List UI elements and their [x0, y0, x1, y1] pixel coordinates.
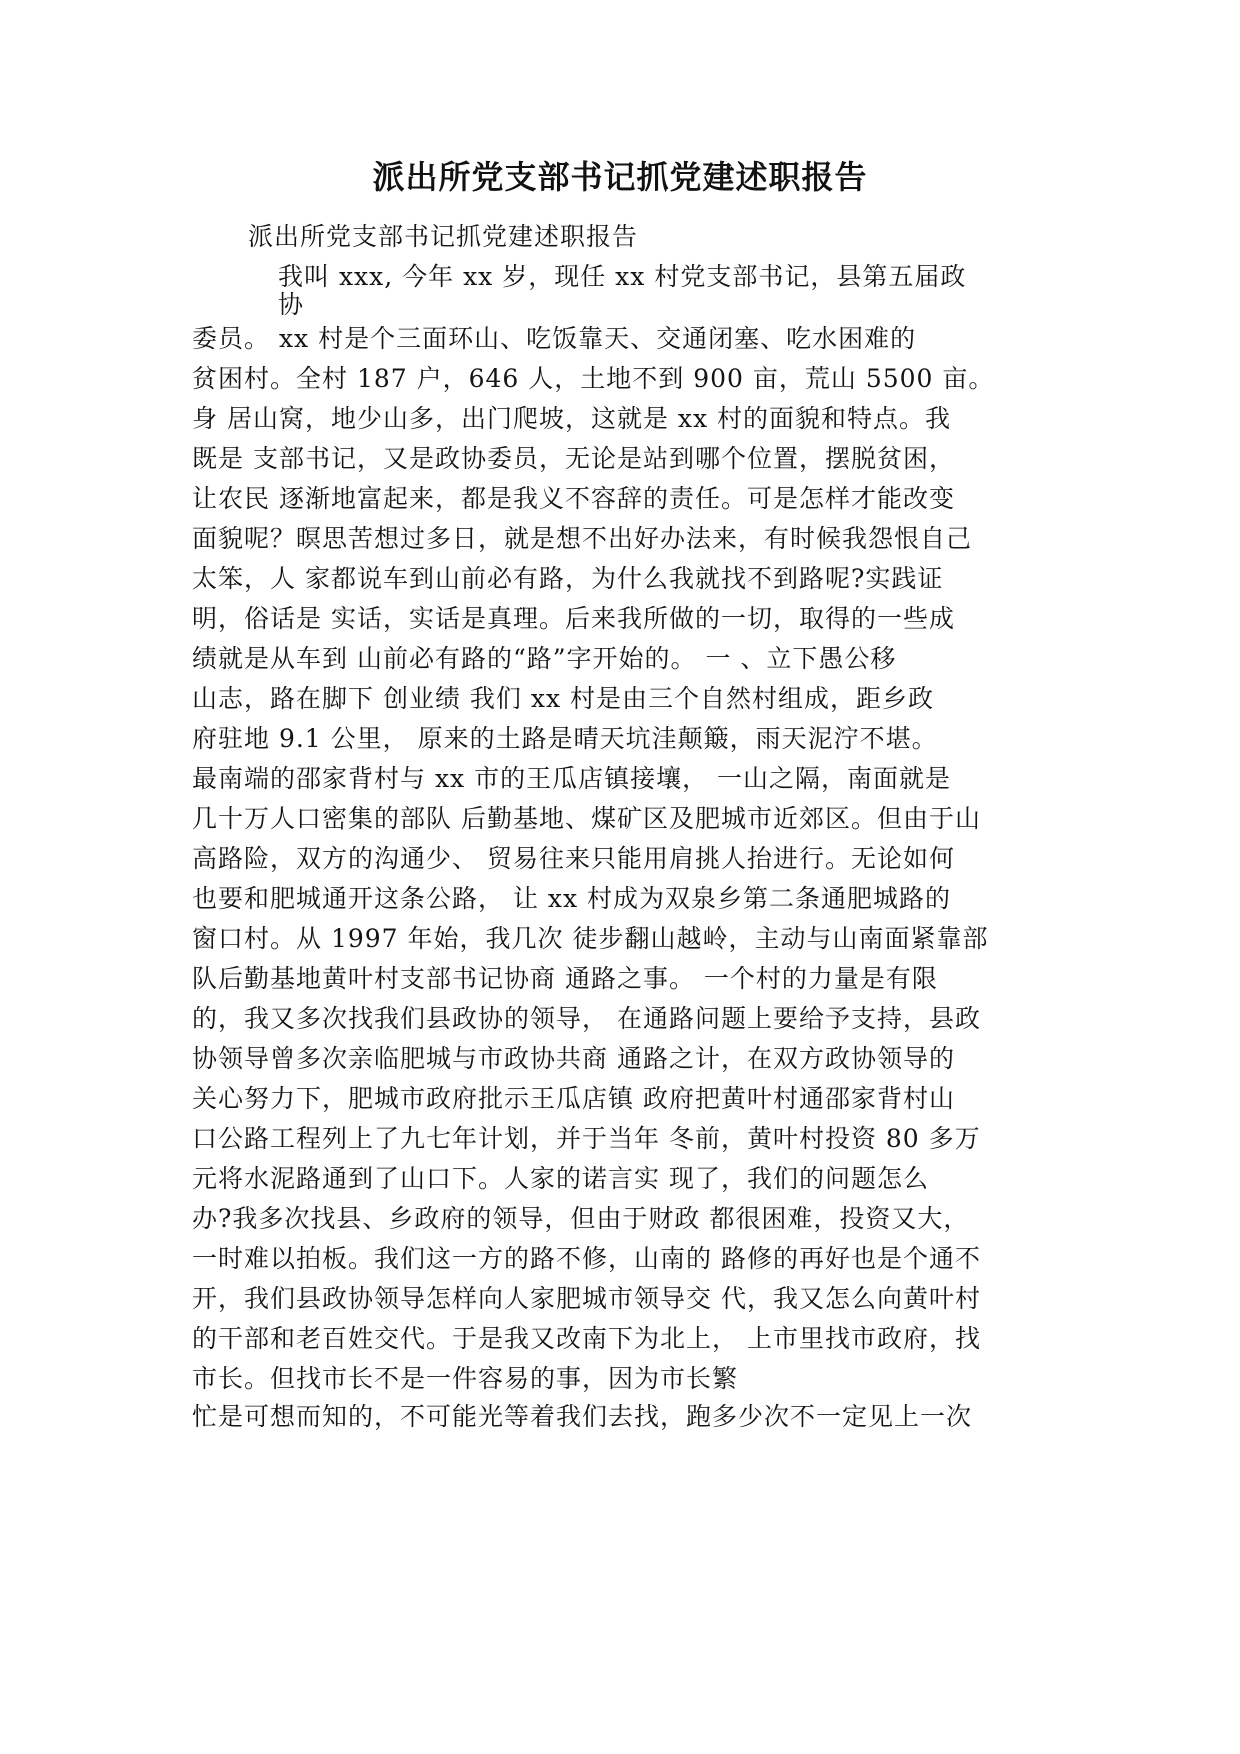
body-line: 派出所党支部书记抓党建述职报告: [248, 222, 639, 251]
body-line: 让农民 逐渐地富起来，都是我义不容辞的责任。可是怎样才能改变: [192, 484, 955, 513]
body-line: 山志，路在脚下 创业绩 我们 xx 村是由三个自然村组成，距乡政: [192, 684, 934, 713]
body-line: 太笨，人 家都说车到山前必有路，为什么我就找不到路呢?实践证: [192, 564, 944, 593]
body-line: 身 居山窝，地少山多，出门爬坡，这就是 xx 村的面貌和特点。我: [192, 404, 952, 433]
body-line: 开，我们县政协领导怎样向人家肥城市领导交 代，我又怎么向黄叶村: [192, 1284, 981, 1313]
body-line: 既是 支部书记，又是政协委员，无论是站到哪个位置，摆脱贫困，: [192, 444, 955, 473]
body-line: 队后勤基地黄叶村支部书记协商 通路之事。 一个村的力量是有限: [192, 964, 938, 993]
body-line: 绩就是从车到 山前必有路的“路”字开始的。 一 、立下愚公移: [192, 644, 897, 673]
body-line: 明，俗话是 实话，实话是真理。后来我所做的一切，取得的一些成: [192, 604, 955, 633]
body-line: 几十万人口密集的部队 后勤基地、煤矿区及肥城市近郊区。但由于山: [192, 804, 981, 833]
body-line: 的，我又多次找我们县政协的领导， 在通路问题上要给予支持，县政: [192, 1004, 981, 1033]
body-line: 我叫 xxx, 今年 xx 岁，现任 xx 村党支部书记，县第五届政: [278, 262, 967, 291]
body-line: 一时难以拍板。我们这一方的路不修，山南的 路修的再好也是个通不: [192, 1244, 981, 1273]
body-line: 面貌呢？暝思苦想过多日，就是想不出好办法来，有时候我怨恨自己: [192, 524, 973, 553]
body-line: 府驻地 9.1 公里， 原来的土路是晴天坑洼颠簸，雨天泥泞不堪。: [192, 724, 938, 753]
body-line: 高路险，双方的沟通少、 贸易往来只能用肩挑人抬进行。无论如何: [192, 844, 955, 873]
body-line: 元将水泥路通到了山口下。人家的诺言实 现了，我们的问题怎么: [192, 1164, 929, 1193]
body-line: 关心努力下，肥城市政府批示王瓜店镇 政府把黄叶村通邵家背村山: [192, 1084, 955, 1113]
body-line: 委员。 xx 村是个三面环山、吃饭靠天、交通闭塞、吃水困难的: [192, 324, 917, 353]
body-line: 口公路工程列上了九七年计划，并于当年 冬前，黄叶村投资 80 多万: [192, 1124, 981, 1153]
body-line: 办?我多次找县、乡政府的领导，但由于财政 都很困难，投资又大，: [192, 1204, 970, 1233]
body-line: 的干部和老百姓交代。于是我又改南下为北上， 上市里找市政府，找: [192, 1324, 981, 1353]
body-line: 市长。但找市长不是一件容易的事，因为市长繁: [192, 1364, 739, 1393]
body-line: 协领导曾多次亲临肥城与市政协共商 通路之计，在双方政协领导的: [192, 1044, 955, 1073]
document-title: 派出所党支部书记抓党建述职报告: [372, 158, 868, 196]
body-line: 忙是可想而知的，不可能光等着我们去找，跑多少次不一定见上一次: [192, 1402, 973, 1431]
body-line: 贫困村。全村 187 户，646 人，土地不到 900 亩，荒山 5500 亩。: [192, 364, 995, 393]
body-line: 窗口村。从 1997 年始，我几次 徒步翻山越岭，主动与山南面紧靠部: [192, 924, 989, 953]
body-line: 也要和肥城通开这条公路， 让 xx 村成为双泉乡第二条通肥城路的: [192, 884, 952, 913]
body-line: 最南端的邵家背村与 xx 市的王瓜店镇接壤， 一山之隔，南面就是: [192, 764, 952, 793]
body-line: 协: [278, 290, 305, 319]
